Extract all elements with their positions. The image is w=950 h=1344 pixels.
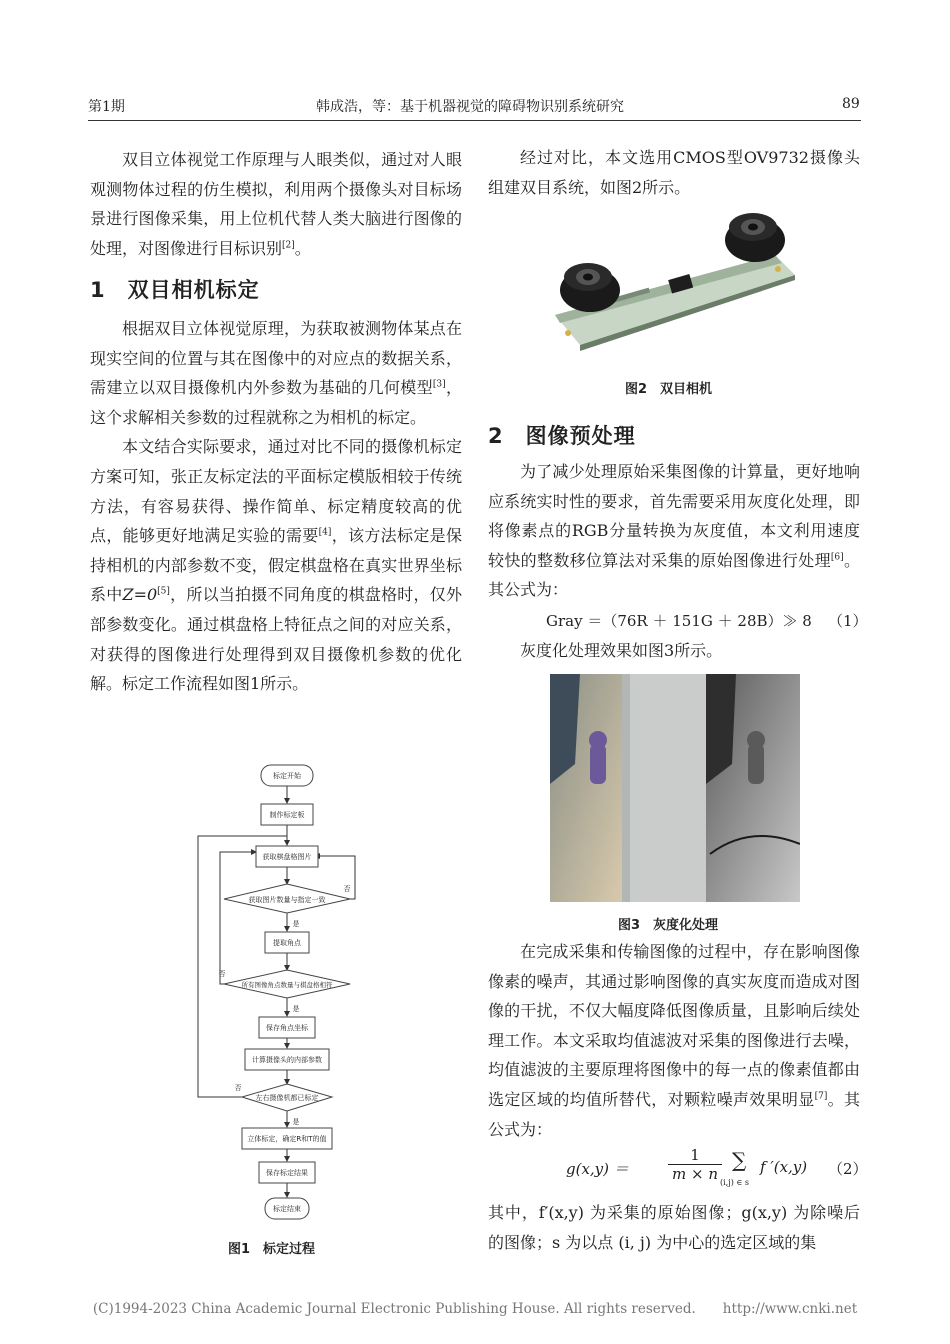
- copyright-footer: (C)1994-2023 China Academic Journal Electronic Publishing House. All rights reserved. http://www.cnki.net: [92, 1301, 858, 1317]
- equation-2-denominator: m × n: [668, 1164, 722, 1183]
- equation-2-rhs: f ′(x,y): [760, 1158, 808, 1176]
- paragraph: 本文结合实际要求，通过对比不同的摄像机标定方案可知，张正友标定法的平面标定模版相较于传统方法，有容易获得、操作简单、标定精度较高的优点，能够更好地满足实验的需要[4]，该方法标定是保持相机的内部参数不变，假定棋盘格在真实世界坐标系中Z=0[5]，所以当拍摄不同角度的棋盘格时，仅外部参数变化。通过棋盘格上特征点之间的对应关系，对获得的图像进行处理得到双目摄像机参数的优化解。标定工作流程如图1所示。: [90, 437, 462, 694]
- paragraph: 灰度化处理效果如图3所示。: [520, 641, 723, 660]
- page-number: 89: [842, 96, 860, 112]
- equation-2-subscript: (i,j) ∈ s: [720, 1178, 749, 1187]
- flow-no-label: 否: [343, 885, 351, 893]
- flow-save-corners: 保存角点坐标: [266, 1024, 308, 1032]
- equation-2-lhs: g(x,y) ＝: [566, 1160, 629, 1178]
- grayscale-comparison-image: [550, 674, 800, 902]
- flow-make-board: 制作标定板: [269, 811, 305, 819]
- equation-2-fraction: [668, 1146, 722, 1183]
- right-column-body-2: [488, 937, 860, 1144]
- flow-yes-label: 是: [292, 1118, 300, 1126]
- right-column-text: [488, 636, 860, 666]
- running-title: 韩成浩，等：基于机器视觉的障碍物识别系统研究: [316, 99, 624, 115]
- equation-1: Gray ＝（76R ＋ 151G ＋ 28B）≫ 8: [546, 612, 812, 630]
- paragraph: 为了减少处理原始采集图像的计算量，更好地响应系统实时性的要求，首先需要采用灰度化处理，即将像素点的RGB分量转换为灰度值，本文利用速度较快的整数移位算法对采集的原始图像进行处理[6]。其公式为：: [488, 462, 860, 600]
- paragraph: 经过对比，本文选用CMOS型OV9732摄像头组建双目系统，如图2所示。: [488, 148, 860, 197]
- figure-1-caption: 图1 标定过程: [228, 1242, 316, 1257]
- flow-check-both: 左右摄像机都已标定: [255, 1094, 319, 1102]
- left-column: [90, 145, 462, 263]
- binocular-camera-image: [550, 205, 800, 355]
- right-column-body: [488, 457, 860, 605]
- right-column-bottom: [488, 1198, 860, 1257]
- section-heading-1: 1 双目相机标定: [90, 278, 260, 302]
- flow-stereo: 立体标定，确定R和T的值: [247, 1135, 327, 1143]
- flow-check-corners: 所有图像角点数量与棋盘格相符: [241, 981, 333, 989]
- paragraph: 双目立体视觉工作原理与人眼类似，通过对人眼观测物体过程的仿生模拟，利用两个摄像头对目标场景进行图像采集，用上位机代替人类大脑进行图像的处理，对图像进行目标识别[2]。: [90, 150, 462, 258]
- figure-3-caption: 图3 灰度化处理: [618, 918, 719, 933]
- flow-start: 标定开始: [273, 772, 301, 780]
- equation-2-number: （2）: [828, 1160, 868, 1178]
- flow-no-label: 否: [234, 1084, 242, 1092]
- flow-check-count: 获取图片数量与指定一致: [248, 896, 326, 904]
- equation-2-numerator: 1: [690, 1146, 700, 1164]
- paragraph: 其中，f′(x,y) 为采集的原始图像；g(x,y) 为除噪后的图像；s 为以点 (i, j) 为中心的选定区域的集: [488, 1203, 860, 1252]
- flow-yes-label: 是: [292, 920, 300, 928]
- left-column-body: [90, 314, 462, 699]
- right-column-top: [488, 143, 860, 202]
- flow-save-result: 保存标定结果: [266, 1169, 308, 1177]
- figure-2-caption: 图2 双目相机: [625, 382, 713, 397]
- journal-issue: 第1期: [88, 99, 125, 115]
- equation-1-number: （1）: [828, 612, 868, 630]
- flow-capture: 获取棋盘格图片: [262, 853, 312, 861]
- section-heading-2: 2 图像预处理: [488, 424, 636, 448]
- calibration-flowchart: [190, 758, 370, 1228]
- flow-extract: 提取角点: [273, 939, 301, 947]
- flow-intrinsics: 计算摄像头的内部参数: [252, 1056, 322, 1064]
- flow-no-label: 否: [218, 970, 226, 978]
- header-rule: [88, 120, 861, 121]
- flow-yes-label: 是: [292, 1005, 300, 1013]
- paragraph: 根据双目立体视觉原理，为获取被测物体某点在现实空间的位置与其在图像中的对应点的数据关系，需建立以双目摄像机内外参数为基础的几何模型[3]，这个求解相关参数的过程就称之为相机的标定。: [90, 319, 462, 427]
- equation-2-sum: ∑: [732, 1148, 747, 1172]
- flow-end: 标定结束: [273, 1205, 301, 1213]
- paragraph: 在完成采集和传输图像的过程中，存在影响图像像素的噪声，其通过影响图像的真实灰度而造成对图像的干扰，不仅大幅度降低图像质量，且影响后续处理工作。本文采取均值滤波对采集的图像进行去噪，均值滤波的主要原理将图像中的每一点的像素值都由选定区域的均值所替代，对颗粒噪声效果明显[7]。其公式为：: [488, 942, 860, 1139]
